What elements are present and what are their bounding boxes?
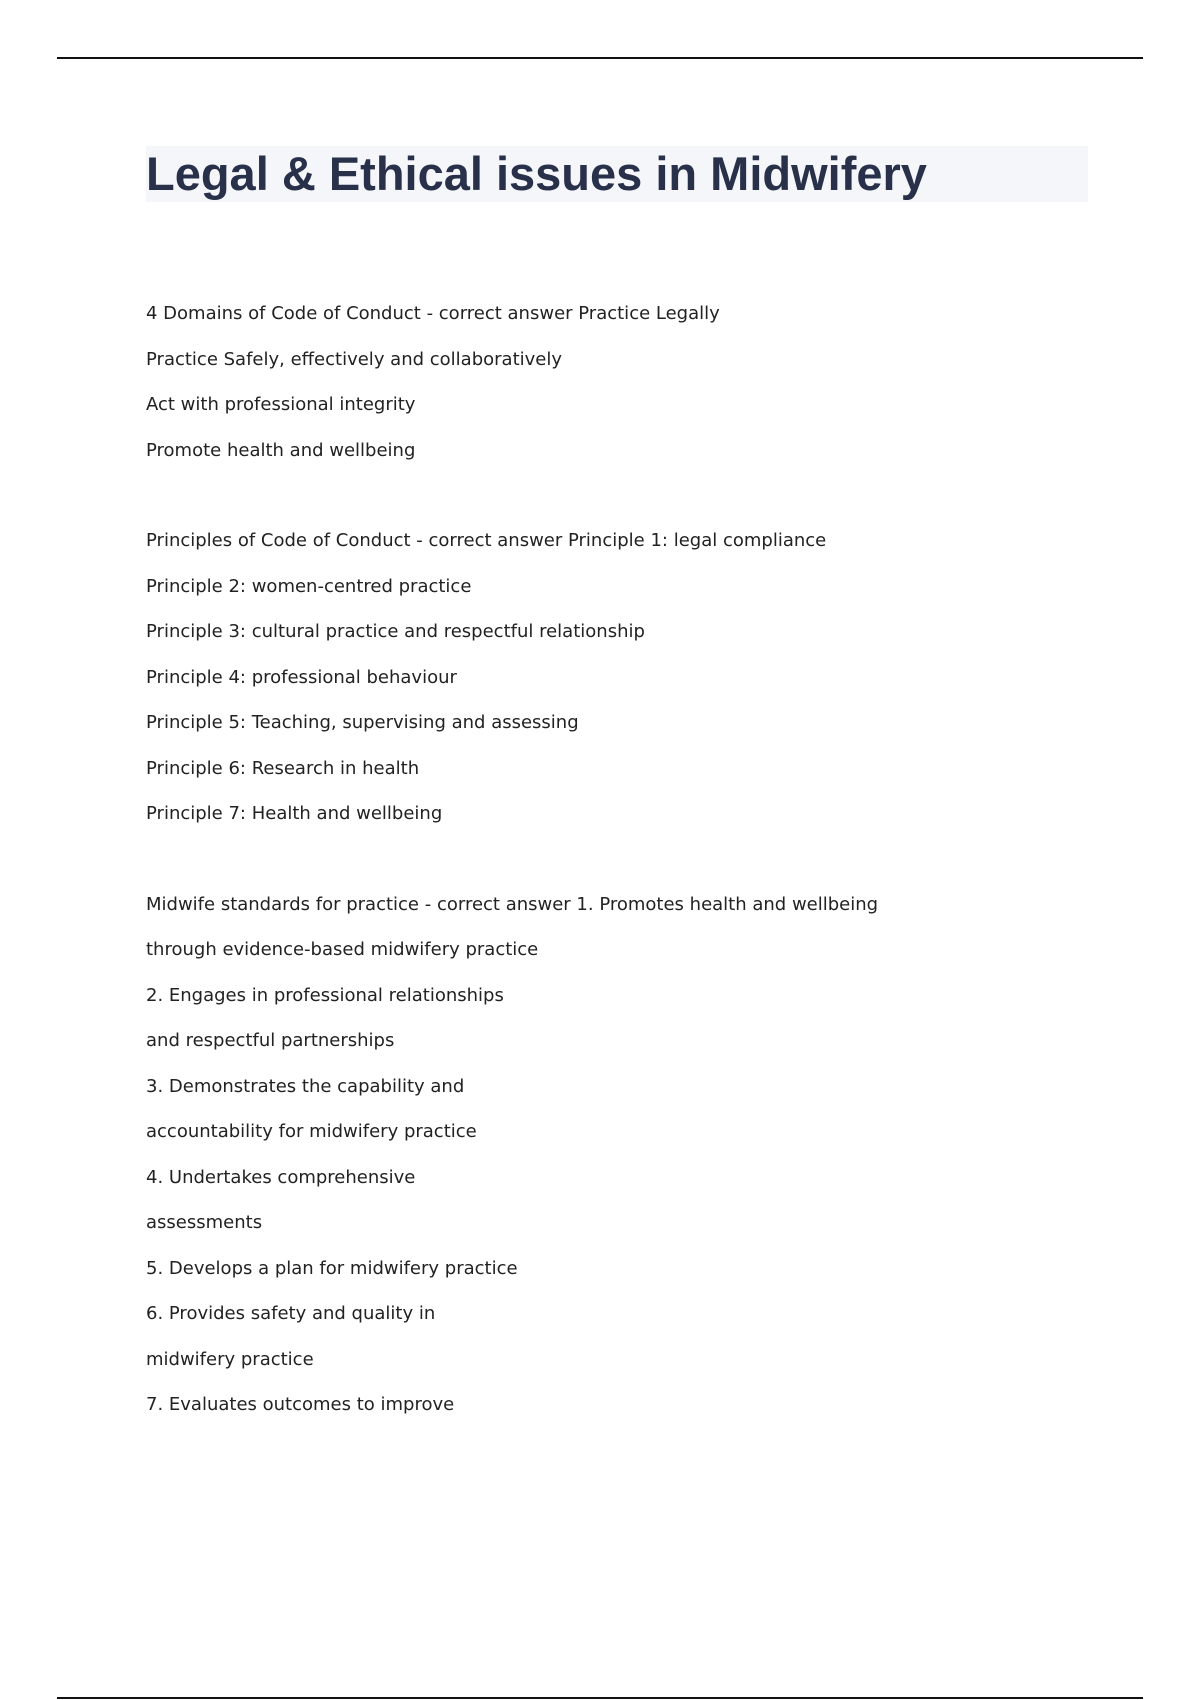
text-line: Principle 6: Research in health [146, 757, 420, 779]
text-line: 5. Develops a plan for midwifery practice [146, 1257, 518, 1279]
block-spacer [146, 473, 1106, 518]
code-of-conduct-domains-block [146, 291, 1106, 473]
top-rule [57, 57, 1143, 59]
bottom-rule [57, 1697, 1143, 1699]
text-line: midwifery practice [146, 1348, 314, 1370]
text-line: 7. Evaluates outcomes to improve [146, 1394, 455, 1415]
text-line: Principles of Code of Conduct - correct answer Principle 1: legal compliance [146, 530, 827, 551]
text-line: accountability for midwifery practice [146, 1121, 477, 1142]
text-line: Midwife standards for practice - correct answer 1. Promotes health and wellbeing [146, 893, 879, 915]
text-line: 6. Provides safety and quality in [146, 1303, 436, 1324]
text-line: Promote health and wellbeing [146, 439, 416, 461]
text-line: Principle 3: cultural practice and respectful relationship [146, 621, 645, 642]
text-line: Act with professional integrity [146, 394, 416, 415]
document-body [146, 291, 1106, 1428]
text-line: 2. Engages in professional relationships [146, 984, 504, 1006]
document-title: Legal & Ethical issues in Midwifery [146, 147, 927, 200]
text-line: Principle 4: professional behaviour [146, 666, 457, 688]
text-line: Practice Safely, effectively and collaboratively [146, 348, 563, 370]
text-line: Principle 2: women-centred practice [146, 575, 472, 597]
text-line: and respectful partnerships [146, 1030, 395, 1051]
text-line: 4 Domains of Code of Conduct - correct answer Practice Legally [146, 303, 720, 324]
text-line: assessments [146, 1212, 263, 1233]
text-line: Principle 7: Health and wellbeing [146, 803, 443, 824]
code-of-conduct-principles-block [146, 518, 1106, 837]
midwife-standards-block [146, 882, 1106, 1428]
block-spacer [146, 837, 1106, 882]
text-line: 4. Undertakes comprehensive [146, 1166, 416, 1188]
text-line: 3. Demonstrates the capability and [146, 1075, 465, 1097]
text-line: Principle 5: Teaching, supervising and assessing [146, 712, 579, 733]
text-line: through evidence-based midwifery practice [146, 939, 539, 960]
